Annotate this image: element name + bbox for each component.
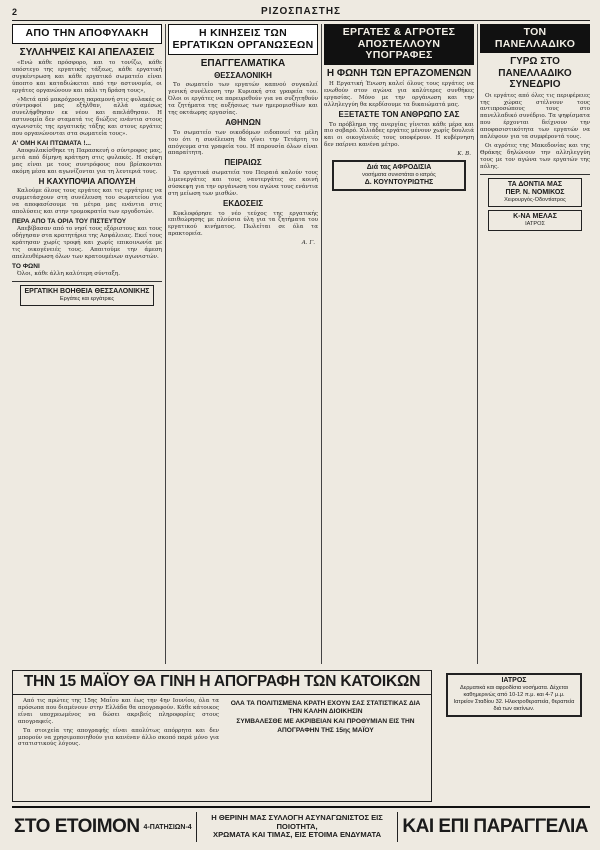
article-paragraph: Η Εργατική Ένωση καλεί όλους τους εργάτες να ενωθούν στον αγώνα για καλύτερες συνθήκες εργασίας. Μόνο με την οργάνωση και την αλληλεγγύη θα κερδίσουμε τα δικαιώματά μας. [324, 81, 474, 108]
article-paragraph: «Ενώ κάθε πρόσφορο, και το τονίζω, κάθε υπόστεγο της εργατικής τάξεως, κάθε εργατική συγκέντρωση και κάθε εργατικό σωματείο είναι ύποπτο και καταδιώκεται από την αστυνομία, οι εργάτες οργανώνουν και πάλι τη δράση τους», [12, 60, 162, 94]
ad-title: Κ-ΝΑ ΜΕΛΑΣ [513, 212, 557, 220]
column-divider [165, 24, 166, 664]
subheading: ΠΕΙΡΑΙΩΣ [224, 158, 262, 168]
footer-middle-text [201, 814, 394, 840]
census-headline: ΤΗΝ 15 ΜΑΪΟΥ ΘΑ ΓΙΝΗ Η ΑΠΟΓΡΑΦΗ ΤΩΝ ΚΑΤΟΙΚΩΝ [13, 671, 431, 695]
ad-title: ΙΑΤΡΟΣ [501, 677, 527, 684]
ad-name: Δ. ΚΟΥΝΤΟΥΡΙΩΤΗΣ [364, 179, 434, 187]
subheading: ΕΞΕΤΑΣΤΕ ΤΟΝ ΑΝΘΡΩΠΟ ΣΑΣ [338, 109, 460, 119]
advertisement-box [20, 285, 154, 306]
article-paragraph: «Μετά από μακρόχρονη παραμονή στις φυλακές οι σύντροφοί μας εξήλθαν, αλλά αμέσως συνελήφθησαν εκ νέου και απελάθησαν. Η αστυνομία δεν σταματά τις διώξεις ενάντια στους αγωνιστές της εργατικής τάξης και στους εργάτες που οργανώνονται στα σωματεία τους». [12, 96, 162, 138]
ad-title: ΕΡΓΑΤΙΚΗ ΒΟΗΘΕΙΑ ΘΕΣΣΑΛΟΝΙΚΗΣ [24, 287, 150, 295]
ad-title: Διά τας ΑΦΡΟΔΙΣΙΑ [366, 164, 432, 172]
subheading: Η ΚΑΧΥΠΟΨΙΑ ΑΠΟΛΥΣΗ [38, 176, 136, 186]
author-signature: Α. Γ. [301, 240, 315, 247]
advertisement-box [446, 673, 582, 717]
column-divider [477, 24, 478, 664]
article-title: ΕΠΑΓΓΕΛΜΑΤΙΚΑ [200, 58, 286, 70]
census-emphasis: ΟΛΑ ΤΑ ΠΟΛΙΤΙΣΜΕΝΑ ΚΡΑΤΗ ΕΧΟΥΝ ΣΑΣ ΣΤΑΤΙΣΤΙΚΑΣ ΔΙΑ ΤΗΝ ΚΑΛΗΝ ΔΙΟΙΚΗΣΙΝ [230, 700, 421, 716]
ad-name: ΠΕΡ. Ν. ΝΟΜΙΚΟΣ [505, 188, 565, 196]
census-emphasis: ΣΥΜΒΑΛΕΣΘΕ ΜΕ ΑΚΡΙΒΕΙΑΝ ΚΑΙ ΠΡΟΘΥΜΙΑΝ ΕΙΣ ΤΗΝ ΑΠΟΓΡΑΦΗΝ ΤΗΣ 15ης ΜΑΪΟΥ [236, 718, 415, 734]
subheading: ΤΟ ΦΩΝΙ [12, 262, 40, 270]
article-paragraph: Τα στοιχεία της απογραφής είναι απολύτως απόρρητα και δεν μπορούν να χρησιμοποιηθούν για κανέναν άλλο σκοπό παρά μόνο για στατιστικούς λόγους. [18, 727, 219, 748]
ad-subtitle: Εργάτες και εργάτριες [59, 295, 115, 302]
column-1 [12, 24, 162, 666]
footer-address: 4-ΠΑΤΗΣΙΩΝ-4 [143, 823, 192, 831]
article-paragraph: Το σωματείο των οικοδόμων ειδοποιεί τα μέλη του ότι η συνέλευση θα γίνει την Τετάρτη το απόγευμα στα γραφεία του. Η παρουσία όλων είναι απαραίτητη. [168, 129, 318, 157]
divider [480, 174, 590, 175]
article-title: Η ΦΩΝΗ ΤΩΝ ΕΡΓΑΖΟΜΕΝΩΝ [326, 67, 472, 79]
subheading: ΑΘΗΝΩΝ [225, 117, 261, 127]
section-header: ΤΟΝ ΠΑΝΕΛΛΑΔΙΚΟ [480, 24, 590, 53]
article-paragraph: Το σωματείο των εργατών καπνού συγκαλεί γενική συνέλευση την Κυριακή στα γραφεία του. Όλοι οι εργάτες να παρευρεθούν για να συζητηθούν τα ζητήματα της αυξήσεως των ημερομισθίων και της οκτάωρης εργασίας. [168, 82, 318, 117]
article-paragraph: Απεβίβασαν από το νησί τους εξόριστους και τους οδήγησαν στα κρατητήρια της Ασφάλειας. Εκεί τους κράτησαν χωρίς τροφή και χωρίς επικοινωνία με τις οικογένειές τους. Απαιτούμε την άμεση απελευθέρωση όλων των κρατουμένων αγωνιστών. [12, 226, 162, 260]
footer-advertisement [12, 806, 590, 846]
divider [397, 812, 398, 842]
ad-subtitle: ΙΑΤΡΟΣ [525, 220, 545, 227]
section-header: ΑΠΟ ΤΗΝ ΑΠΟΦΥΛΑΚΗ [12, 24, 162, 44]
newspaper-page [12, 6, 590, 844]
census-announcement [12, 670, 432, 802]
section-header: Η ΚΙΝΗΣΕΙΣ ΤΩΝ ΕΡΓΑΤΙΚΩΝ ΟΡΓΑΝΩΣΕΩΝ [168, 24, 318, 55]
article-paragraph: Το πρόβλημα της ανεργίας γίνεται κάθε μέρα και πιο σοβαρό. Χιλιάδες εργάτες μένουν χωρίς δουλειά και οι οικογένειές τους υποφέρουν. Η κυβέρνηση δεν παίρνει κανένα μέτρο. [324, 121, 474, 149]
masthead [12, 6, 590, 21]
divider [196, 812, 197, 842]
footer-middle-line: Η ΘΕΡΙΝΗ ΜΑΣ ΣΥΛΛΟΓΗ ΑΣΥΝΑΓΩΝΙΣΤΟΣ ΕΙΣ ΠΟΙΟΤΗΤΑ, [211, 812, 383, 831]
column-4 [480, 24, 590, 666]
column-3 [324, 24, 474, 666]
footer-right-slogan: ΚΑΙ ΕΠΙ ΠΑΡΑΓΓΕΛΙΑ [402, 816, 588, 837]
divider [12, 281, 162, 282]
section-header: ΕΡΓΑΤΕΣ & ΑΓΡΟΤΕΣ ΑΠΟΣΤΕΛΛΟΥΝ ΥΠΟΓΡΑΦΕΣ [324, 24, 474, 65]
advertisement-box [488, 178, 582, 207]
column-2 [168, 24, 318, 666]
ad-subtitle: νοσήματα συνιστάται ο ιατρός [362, 172, 436, 179]
footer-middle-line: ΧΡΩΜΑΤΑ ΚΑΙ ΤΙΜΑΣ, ΕΙΣ ΕΤΟΙΜΑ ΕΝΔΥΜΑΤΑ [213, 830, 382, 840]
ad-text: Δερματικά και αφροδίσια νοσήματα. Δέχεται καθημερινώς από 10-12 π.μ. και 4-7 μ.μ. [460, 685, 568, 699]
article-paragraph: Όλοι, κάθε άλλη καλύτερη σύνταξη. [17, 270, 120, 277]
ad-text: Ιατρείον Σταδίου 32. Ηλεκτροθεραπεία, θεραπεία διά των ακτίνων. [453, 699, 575, 712]
article-paragraph: Κυκλοφόρησε το νέο τεύχος της εργατικής επιθεώρησης με πλούσια ύλη για τα ζητήματα του εργατικού κινήματος. Πωλείται σε όλα τα πρακτορεία. [168, 210, 318, 238]
subheading: ΠΕΡΑ ΑΠΟ ΤΑ ΟΡΙΑ ΤΟΥ ΠΙΣΤΕΥΤΟΥ [12, 218, 127, 226]
article-paragraph: Από τις πρώτες της 15ης Μαΐου και έως την 4ην Ιουνίου, όλα τα πρόσωπα που διαμένουν στην Ελλάδα θα απογραφούν. Κάθε κάτοικος είναι υποχρεωμένος να δώσει ακριβείς πληροφορίες στους απογραφείς. [18, 698, 219, 725]
article-paragraph: Οι αγρότες της Μακεδονίας και της Θράκης δηλώνουν την αλληλεγγύη τους με τον αγώνα των εργατών της πόλης. [480, 142, 590, 170]
footer-left-slogan: ΣΤΟ ΕΤΟΙΜΟΝ [14, 816, 140, 837]
article-paragraph: Τα εργατικά σωματεία του Πειραιά καλούν τους λιμενεργάτες και τους ναυτεργάτες σε κοινή σύσκεψη για την οργάνωση του αγώνα τους ενάντια στη μείωση των μισθών. [168, 170, 318, 197]
advertisement-box [332, 160, 466, 191]
side-advertisements [438, 670, 590, 802]
ad-title: ΤΑ ΔΟΝΤΙΑ ΜΑΣ [507, 180, 563, 188]
author-signature: Κ. Β. [457, 151, 471, 158]
article-paragraph: Οι εργάτες από όλες τις περιφέρειες της χώρας στέλνουν τους αντιπροσώπους τους στο πανελλαδικό συνέδριο. Τα ψηφίσματα που έρχονται δείχνουν την αποφασιστικότητα των εργατών να παλέψουν για τα συμφέροντά τους. [480, 92, 590, 141]
article-paragraph: Καλούμε όλους τους εργάτες και τις εργάτριες να συμμετάσχουν στη συνέλευση του σωματείου για να αποφασίσουμε τα μέτρα μας ενάντια στις απολύσεις και στην τρομοκρατία των εργοδοτών. [12, 188, 162, 216]
subheading: Α' ΟΜΗ ΚΑΙ ΠΤΩΜΑΤΑ !... [12, 140, 91, 148]
column-divider [321, 24, 322, 664]
subheading: ΘΕΣΣΑΛΟΝΙΚΗ [214, 70, 272, 80]
page-number: 2 [12, 7, 18, 17]
ad-role: Χειρουργός-Οδοντίατρος [504, 196, 566, 203]
article-paragraph: Αποφυλακίσθηκε τη Παρασκευή ο σύντροφος μας, μετά από δίμηνη κράτηση στις φυλακές. Η σκέψη μας είναι με τους συντρόφους που βρίσκονται ακόμη μέσα και αγωνίζονται για τη λευτεριά τους. [12, 148, 162, 175]
article-title: ΣΥΛΛΗΨΕΙΣ ΚΑΙ ΑΠΕΛΑΣΕΙΣ [19, 46, 155, 58]
article-title: ΓΥΡΩ ΣΤΟ ΠΑΝΕΛΛΑΔΙΚΟ ΣΥΝΕΔΡΙΟ [498, 56, 572, 91]
advertisement-box [488, 210, 582, 231]
newspaper-name: ΡΙΖΟΣΠΑΣΤΗΣ [260, 6, 342, 17]
subheading: ΕΚΔΟΣΕΙΣ [222, 198, 264, 208]
